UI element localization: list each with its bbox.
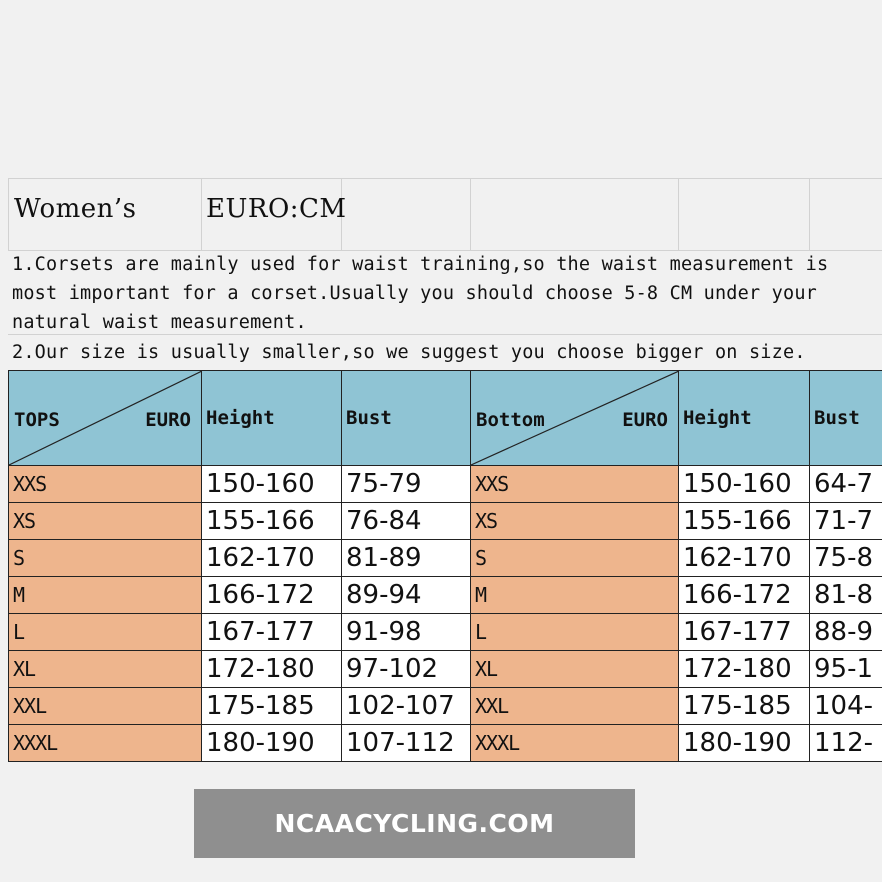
- top-size-cell: S: [9, 540, 202, 577]
- bottom-size-cell: L: [471, 614, 679, 651]
- bottom-size-cell: M: [471, 577, 679, 614]
- table-row: [9, 725, 882, 762]
- table-row: [9, 466, 882, 503]
- bottom-bust-cell: 95-1: [810, 651, 882, 688]
- bottom-height-cell: 175-185: [679, 688, 810, 725]
- top-height-cell: 166-172: [202, 577, 342, 614]
- top-size-cell: M: [9, 577, 202, 614]
- spreadsheet: [8, 178, 882, 786]
- grid-line: [8, 178, 9, 250]
- watermark-banner: NCAACYCLING.COM: [194, 789, 635, 858]
- top-height-header: Height: [202, 371, 342, 466]
- table-row: [9, 577, 882, 614]
- bottom-size-cell: XXL: [471, 688, 679, 725]
- top-height-cell: 180-190: [202, 725, 342, 762]
- bottom-height-header: Height: [679, 371, 810, 466]
- top-height-cell: 175-185: [202, 688, 342, 725]
- top-size-cell: XS: [9, 503, 202, 540]
- top-bust-cell: 107-112: [342, 725, 471, 762]
- top-height-cell: 150-160: [202, 466, 342, 503]
- bottom-size-cell: XXS: [471, 466, 679, 503]
- note-line-2: most important for a corset.Usually you should choose 5-8 CM under your: [12, 283, 817, 304]
- tops-euro-header: [9, 371, 202, 466]
- bottom-euro-header: [471, 371, 679, 466]
- bottom-label: Bottom: [476, 409, 545, 431]
- top-bust-cell: 89-94: [342, 577, 471, 614]
- womens-title: Women’s: [14, 194, 137, 224]
- table-row: [9, 503, 882, 540]
- bottom-height-cell: 166-172: [679, 577, 810, 614]
- top-size-cell: L: [9, 614, 202, 651]
- grid-line: [8, 334, 882, 335]
- bottom-bust-cell: 71-7: [810, 503, 882, 540]
- bottom-height-cell: 162-170: [679, 540, 810, 577]
- table-header-row: [9, 371, 882, 466]
- bottom-bust-cell: 75-8: [810, 540, 882, 577]
- top-size-cell: XXL: [9, 688, 202, 725]
- grid-line: [201, 178, 202, 250]
- grid-line: [809, 178, 810, 250]
- bottom-bust-cell: 88-9: [810, 614, 882, 651]
- top-height-cell: 155-166: [202, 503, 342, 540]
- euro-label: EURO: [145, 409, 191, 431]
- table-row: [9, 651, 882, 688]
- euro-label: EURO: [622, 409, 668, 431]
- top-bust-cell: 97-102: [342, 651, 471, 688]
- grid-line: [8, 178, 882, 179]
- bottom-height-cell: 167-177: [679, 614, 810, 651]
- top-height-cell: 162-170: [202, 540, 342, 577]
- bottom-bust-header: Bust: [810, 371, 882, 466]
- bottom-size-cell: XXXL: [471, 725, 679, 762]
- bottom-height-cell: 155-166: [679, 503, 810, 540]
- bottom-size-cell: XS: [471, 503, 679, 540]
- grid-line: [470, 178, 471, 250]
- top-size-cell: XL: [9, 651, 202, 688]
- bottom-height-cell: 172-180: [679, 651, 810, 688]
- top-bust-cell: 102-107: [342, 688, 471, 725]
- bottom-size-cell: XL: [471, 651, 679, 688]
- bottom-height-cell: 150-160: [679, 466, 810, 503]
- table-row: [9, 540, 882, 577]
- top-size-cell: XXS: [9, 466, 202, 503]
- table-row: [9, 614, 882, 651]
- tops-label: TOPS: [14, 409, 60, 431]
- table-row: [9, 688, 882, 725]
- size-chart-table: [8, 370, 882, 762]
- top-size-cell: XXXL: [9, 725, 202, 762]
- bottom-bust-cell: 112-: [810, 725, 882, 762]
- bottom-bust-cell: 64-7: [810, 466, 882, 503]
- note-line-3: natural waist measurement.: [12, 312, 307, 333]
- top-bust-cell: 76-84: [342, 503, 471, 540]
- note-line-4: 2.Our size is usually smaller,so we suggest you choose bigger on size.: [12, 342, 806, 363]
- note-line-1: 1.Corsets are mainly used for waist training,so the waist measurement is: [12, 254, 829, 275]
- top-bust-header: Bust: [342, 371, 471, 466]
- bottom-bust-cell: 81-8: [810, 577, 882, 614]
- top-bust-cell: 81-89: [342, 540, 471, 577]
- top-bust-cell: 91-98: [342, 614, 471, 651]
- top-bust-cell: 75-79: [342, 466, 471, 503]
- grid-line: [678, 178, 679, 250]
- bottom-bust-cell: 104-: [810, 688, 882, 725]
- top-height-cell: 167-177: [202, 614, 342, 651]
- grid-line: [8, 250, 882, 251]
- bottom-height-cell: 180-190: [679, 725, 810, 762]
- bottom-size-cell: S: [471, 540, 679, 577]
- top-height-cell: 172-180: [202, 651, 342, 688]
- unit-label: EURO:CM: [206, 194, 347, 224]
